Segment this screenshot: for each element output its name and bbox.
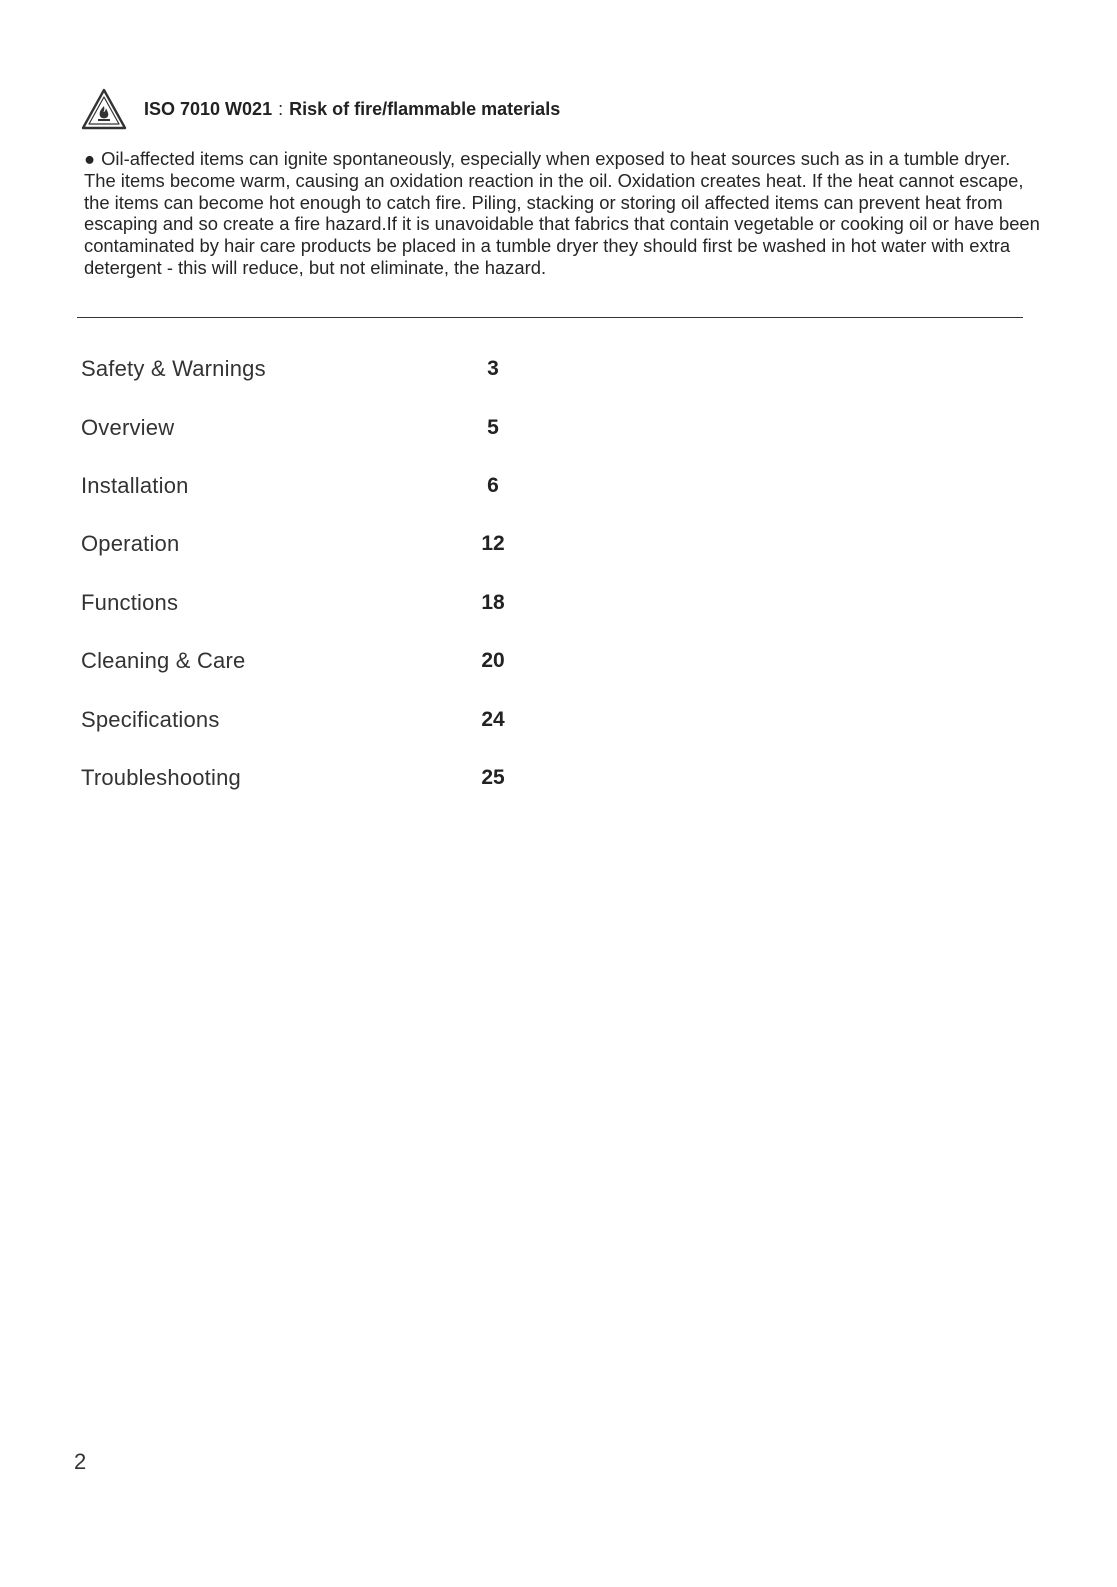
toc-label: Functions xyxy=(81,589,179,615)
toc-item-functions[interactable]: Functions 18 xyxy=(81,589,505,615)
page-number: 2 xyxy=(74,1449,87,1474)
toc-item-operation[interactable]: Operation 12 xyxy=(81,531,505,557)
warning-title xyxy=(144,99,560,120)
table-of-contents xyxy=(81,340,541,807)
divider xyxy=(77,317,1023,318)
toc-label: Overview xyxy=(81,414,175,440)
toc-item-installation[interactable]: Installation 6 xyxy=(81,472,499,498)
toc-label: Safety & Warnings xyxy=(81,356,266,382)
toc-label: Operation xyxy=(81,531,180,557)
warning-separator: : xyxy=(278,98,284,119)
warning-body xyxy=(84,148,1044,279)
toc-item-troubleshooting[interactable]: Troubleshooting 25 xyxy=(81,764,505,790)
fire-warning-triangle-icon xyxy=(80,87,128,131)
toc-item-safety-warnings[interactable]: Safety & Warnings 3 xyxy=(81,356,499,382)
toc-item-cleaning-care[interactable]: Cleaning & Care 20 xyxy=(81,648,505,674)
warning-header xyxy=(80,86,560,132)
toc-label: Cleaning & Care xyxy=(81,648,246,674)
toc-item-specifications[interactable]: Specifications 24 xyxy=(81,706,505,732)
toc-item-overview[interactable]: Overview 5 xyxy=(81,414,499,440)
warning-code: ISO 7010 W021 xyxy=(144,98,273,119)
warning-text: Oil-affected items can ignite spontaneously, especially when exposed to heat sources such as in a tumble dryer. The items become warm, causing an oxidation reaction in the oil. Oxidation creates heat. If the heat cannot escape, the items can become hot enough to catch fire. Piling, stacking or storing oil affected items can prevent heat from escaping and so create a fire hazard.If it is unavoidable that fabrics that contain vegetable or cooking oil or have been contaminated by hair care products be placed in a tumble dryer they should first be washed in hot water with extra detergent - this will reduce, but not eliminate, the hazard. xyxy=(84,148,1040,278)
toc-label: Installation xyxy=(81,472,189,498)
bullet-icon: ● xyxy=(84,148,96,169)
toc-label: Troubleshooting xyxy=(81,764,241,790)
warning-title-text: Risk of fire/flammable materials xyxy=(289,98,561,119)
toc-label: Specifications xyxy=(81,706,220,732)
